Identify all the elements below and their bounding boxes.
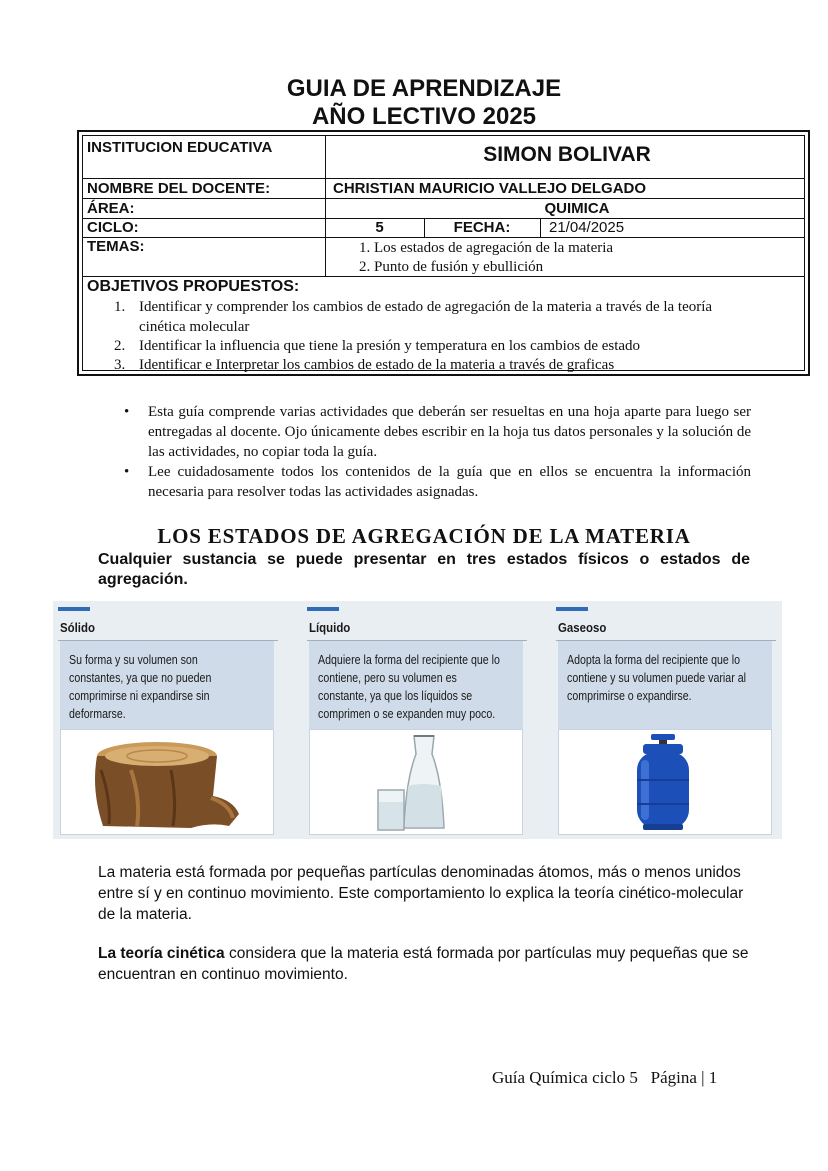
gas-cylinder-icon (558, 729, 772, 835)
description-line: contiene y su volumen puede variar al (567, 671, 746, 685)
section-lead: Cualquier sustancia se puede presentar en tres estados físicos o estados de agregación. (98, 551, 750, 588)
description-line: constante, ya que los líquidos se (318, 689, 473, 703)
state-panel-liquid (305, 607, 527, 837)
teacher-name: CHRISTIAN MAURICIO VALLEJO DELGADO (333, 180, 647, 197)
date-value: 21/04/2025 (549, 219, 625, 236)
topic-item: 1. Los estados de agregación de la materia (359, 240, 614, 256)
cycle-label: CICLO: (87, 219, 139, 236)
instructions-list (124, 402, 751, 502)
description-line: comprimirse o expandirse. (567, 689, 692, 703)
objective-number: 3. (114, 357, 126, 373)
objective-text: Identificar la influencia que tiene la presión y temperatura en los cambios de estado (139, 338, 641, 354)
state-panel-solid (56, 607, 278, 837)
description-line: Su forma y su volumen son (69, 653, 198, 667)
state-description (309, 641, 523, 729)
description-line: Adquiere la forma del recipiente que lo (318, 653, 500, 667)
water-carafe-icon (309, 729, 523, 835)
instruction-item: • Esta guía comprende varias actividades que deberán ser resueltas en una hoja aparte para luego ser entregadas al docente. Ojo únicamente debes escribir en la hoja tus datos personales y la solución de las actividades, no copiar toda la guía. (124, 402, 751, 462)
objectives-label: OBJETIVOS PROPUESTOS: (87, 278, 300, 295)
wood-stump-icon (60, 729, 274, 835)
area-value: QUIMICA (544, 200, 610, 217)
topic-item: 2. Punto de fusión y ebullición (359, 259, 544, 275)
page-footer: Guía Química ciclo 5 Página | 1 (492, 1068, 718, 1087)
school-year: AÑO LECTIVO 2025 (311, 103, 537, 130)
date-label: FECHA: (453, 219, 511, 236)
institution-label: INSTITUCION EDUCATIVA (87, 139, 273, 156)
cycle-value: 5 (375, 219, 384, 236)
teacher-label: NOMBRE DEL DOCENTE: (87, 180, 271, 197)
objective-number: 1. (114, 299, 126, 315)
objective-text: cinética molecular (139, 319, 250, 335)
kinetic-theory-definition: considera que la materia está formada por partículas muy pequeñas que se encuentran en continuo movimiento. (98, 945, 749, 983)
state-panel-gas (554, 607, 776, 837)
topics-label: TEMAS: (87, 238, 145, 255)
instruction-item: • Lee cuidadosamente todos los contenidos de la guía que en ellos se encuentra la información necesaria para resolver todas las actividades asignadas. (124, 462, 751, 502)
states-of-matter-figure (53, 601, 782, 839)
state-title: Líquido (309, 620, 351, 635)
description-line: deformarse. (69, 707, 126, 721)
objective-number: 2. (114, 338, 126, 354)
description-line: comprimirse ni expandirse sin (69, 689, 210, 703)
objective-text: Identificar e Interpretar los cambios de estado de la materia a través de graficas (139, 357, 615, 373)
section-title: LOS ESTADOS DE AGREGACIÓN DE LA MATERIA (157, 524, 691, 548)
description-line: contiene, pero su volumen es (318, 671, 457, 685)
description-line: constantes, ya que no pueden (69, 671, 212, 685)
atoms-paragraph: La materia está formada por pequeñas partículas denominadas átomos, más o menos unidos entre sí y en continuo movimiento. Este comportamiento lo explica la teoría cinético-molecular de la materia. (98, 864, 744, 923)
state-description (60, 641, 274, 729)
kinetic-theory-paragraph (98, 943, 758, 985)
area-label: ÁREA: (87, 200, 135, 217)
state-description (558, 641, 772, 729)
state-title: Gaseoso (558, 620, 607, 635)
document-title: GUIA DE APRENDIZAJE (286, 75, 562, 102)
institution-name: SIMON BOLIVAR (483, 143, 651, 166)
state-title: Sólido (60, 620, 95, 635)
description-line: comprimen o se expanden muy poco. (318, 707, 496, 721)
header-table (77, 130, 810, 376)
objective-text: Identificar y comprender los cambios de estado de agregación de la materia a través de la teoría (139, 299, 713, 315)
description-line: Adopta la forma del recipiente que lo (567, 653, 741, 667)
kinetic-theory-term: La teoría cinética (98, 945, 225, 962)
